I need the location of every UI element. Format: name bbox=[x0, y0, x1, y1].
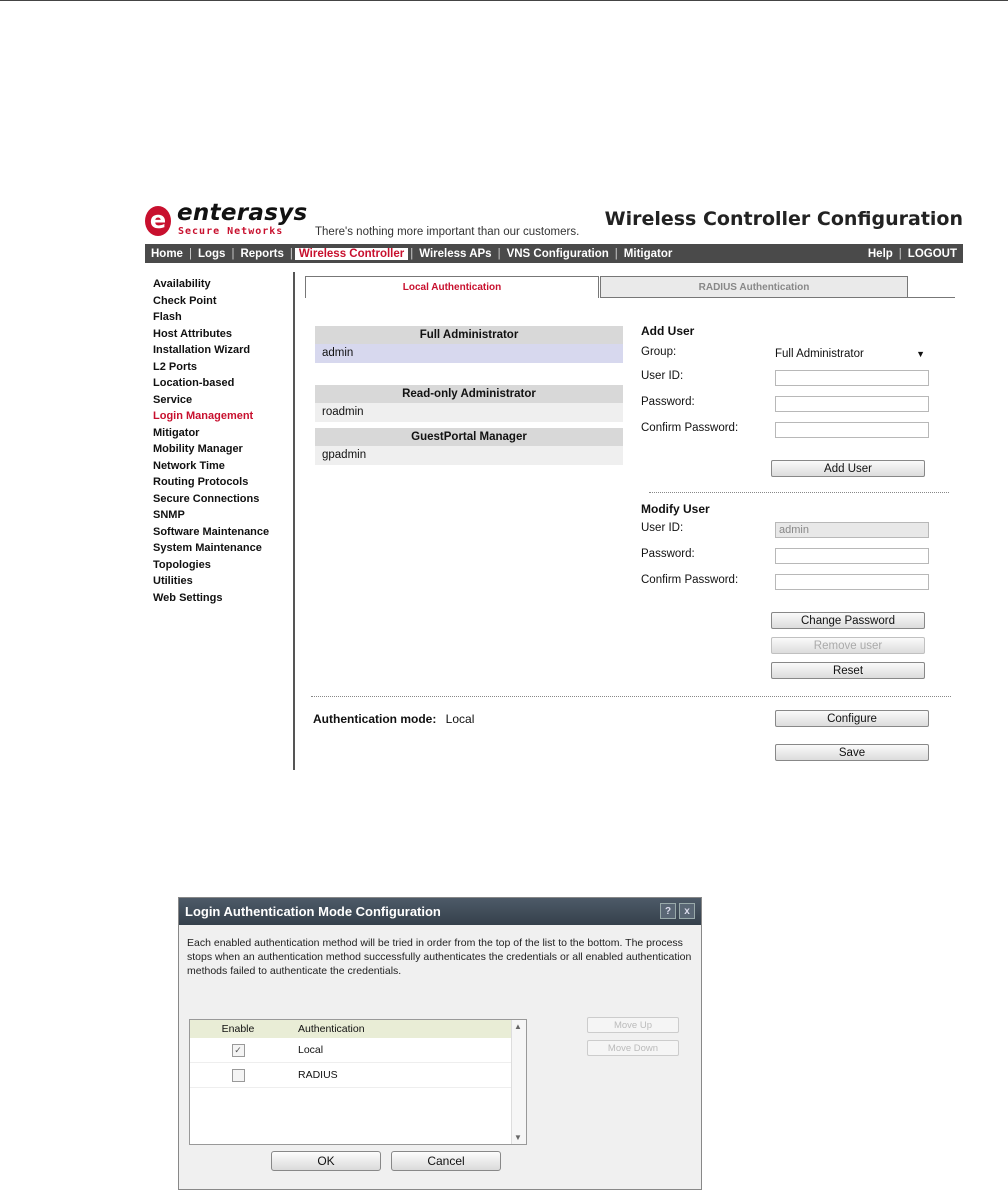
sidebar-item-installation-wizard[interactable]: Installation Wizard bbox=[153, 344, 251, 356]
tagline: There's nothing more important than our customers. bbox=[315, 226, 580, 238]
add-confirm-label: Confirm Password: bbox=[641, 422, 739, 434]
auth-row-radius[interactable] bbox=[190, 1063, 526, 1088]
enable-cell bbox=[218, 1063, 258, 1087]
dialog-title-bar bbox=[179, 898, 701, 925]
sidebar-item-check-point[interactable]: Check Point bbox=[153, 294, 217, 307]
user-row-roadmin[interactable]: roadmin bbox=[315, 403, 623, 422]
nav-separator: | bbox=[289, 247, 293, 260]
dialog-title: Login Authentication Mode Configuration bbox=[185, 904, 441, 919]
sidebar-item-host-attributes[interactable]: Host Attributes bbox=[153, 327, 233, 340]
auth-method-name: Local bbox=[298, 1044, 324, 1056]
modify-userid-input[interactable]: admin bbox=[775, 522, 929, 538]
auth-row-local[interactable] bbox=[190, 1038, 526, 1063]
group-label: Group: bbox=[641, 346, 677, 358]
form-divider bbox=[649, 492, 949, 493]
nav-reports[interactable]: Reports bbox=[240, 247, 284, 260]
bottom-divider bbox=[311, 696, 951, 697]
nav-separator: | bbox=[410, 247, 414, 260]
sidebar-item-location-based-service[interactable]: Service bbox=[153, 393, 193, 406]
sidebar bbox=[153, 276, 295, 606]
sidebar-item-location-based[interactable]: Location-based bbox=[153, 377, 235, 389]
nav-logs[interactable]: Logs bbox=[197, 247, 226, 260]
app-title: Wireless Controller Configuration bbox=[604, 208, 963, 230]
enable-local-checkbox[interactable]: ✓ bbox=[232, 1044, 245, 1057]
column-enable: Enable bbox=[221, 1023, 255, 1035]
sidebar-item-mobility-manager[interactable]: Mobility Manager bbox=[153, 443, 243, 455]
modify-confirm-input[interactable] bbox=[775, 574, 929, 590]
add-confirm-input[interactable] bbox=[775, 422, 929, 438]
scroll-up-icon[interactable]: ▲ bbox=[514, 1022, 522, 1031]
sidebar-item-login-management[interactable]: Login Management bbox=[153, 410, 254, 422]
add-user-button[interactable]: Add User bbox=[771, 460, 925, 477]
move-up-button[interactable]: Move Up bbox=[587, 1017, 679, 1033]
grid-scrollbar[interactable] bbox=[511, 1020, 526, 1144]
group-header-guestportal-manager: GuestPortal Manager bbox=[315, 428, 623, 446]
nav-vns-configuration[interactable]: VNS Configuration bbox=[506, 247, 609, 260]
authentication-mode-label: Authentication mode: bbox=[313, 712, 437, 726]
group-header-full-administrator: Full Administrator bbox=[315, 326, 623, 344]
controller-screenshot bbox=[145, 200, 963, 770]
sidebar-item-snmp[interactable]: SNMP bbox=[153, 509, 185, 521]
authentication-mode-value: Local bbox=[445, 712, 475, 726]
remove-user-button[interactable]: Remove user bbox=[771, 637, 925, 654]
modify-password-input[interactable] bbox=[775, 548, 929, 564]
user-row-gpadmin[interactable]: gpadmin bbox=[315, 446, 623, 465]
sidebar-item-utilities[interactable]: Utilities bbox=[153, 575, 193, 587]
modify-user-title: Modify User bbox=[641, 502, 710, 516]
nav-home[interactable]: Home bbox=[151, 247, 183, 260]
sidebar-item-topologies[interactable]: Topologies bbox=[153, 558, 211, 571]
modify-password-label: Password: bbox=[641, 548, 695, 560]
enable-cell bbox=[218, 1038, 258, 1062]
sidebar-item-secure-connections[interactable]: Secure Connections bbox=[153, 492, 260, 505]
group-select-value: Full Administrator bbox=[775, 348, 864, 360]
sidebar-item-system-maintenance[interactable]: System Maintenance bbox=[153, 542, 262, 554]
add-userid-input[interactable] bbox=[775, 370, 929, 386]
main-nav bbox=[145, 244, 963, 263]
configure-button[interactable]: Configure bbox=[775, 710, 929, 727]
enable-radius-checkbox[interactable] bbox=[232, 1069, 245, 1082]
nav-right-group bbox=[862, 248, 963, 260]
help-icon[interactable]: ? bbox=[660, 903, 676, 919]
scroll-down-icon[interactable]: ▼ bbox=[514, 1133, 522, 1142]
dialog-description: Each enabled authentication method will be tried in order from the top of the list to the bottom. The process stops when an authentication method successfully authenticates the credentials or all enabled authentication methods failed to authenticate the credentials. bbox=[187, 937, 692, 977]
nav-wireless-aps[interactable]: Wireless APs bbox=[419, 247, 492, 260]
nav-mitigator[interactable]: Mitigator bbox=[623, 247, 673, 260]
sidebar-item-software-maintenance[interactable]: Software Maintenance bbox=[153, 525, 270, 538]
group-header-read-only-administrator: Read-only Administrator bbox=[315, 385, 623, 403]
ok-button[interactable]: OK bbox=[271, 1151, 381, 1171]
sidebar-item-network-time[interactable]: Network Time bbox=[153, 459, 225, 472]
nav-separator: | bbox=[188, 247, 192, 260]
save-button[interactable]: Save bbox=[775, 744, 929, 761]
reset-button[interactable]: Reset bbox=[771, 662, 925, 679]
nav-logout[interactable]: LOGOUT bbox=[907, 247, 957, 260]
sidebar-item-availability[interactable]: Availability bbox=[153, 278, 211, 290]
group-spacer bbox=[315, 363, 623, 385]
tab-local-authentication[interactable]: Local Authentication bbox=[305, 276, 599, 298]
add-password-label: Password: bbox=[641, 396, 695, 408]
tab-radius-authentication[interactable]: RADIUS Authentication bbox=[600, 276, 908, 298]
dialog-title-icons bbox=[660, 903, 695, 919]
auth-tabs bbox=[305, 276, 955, 298]
add-password-input[interactable] bbox=[775, 396, 929, 412]
sidebar-item-routing-protocols[interactable]: Routing Protocols bbox=[153, 476, 249, 488]
nav-separator: | bbox=[497, 247, 501, 260]
authentication-mode bbox=[313, 712, 474, 726]
modify-userid-label: User ID: bbox=[641, 522, 684, 534]
nav-separator: | bbox=[614, 247, 618, 260]
sidebar-divider bbox=[293, 272, 295, 770]
app-header bbox=[145, 200, 963, 244]
sidebar-item-mitigator[interactable]: Mitigator bbox=[153, 426, 200, 439]
add-user-title: Add User bbox=[641, 324, 695, 338]
nav-wireless-controller[interactable]: Wireless Controller bbox=[295, 248, 408, 260]
tab-baseline bbox=[908, 297, 955, 298]
enterasys-logo-icon: e bbox=[145, 206, 171, 236]
nav-separator: | bbox=[231, 247, 235, 260]
grid-header bbox=[190, 1020, 526, 1038]
auth-method-grid bbox=[189, 1019, 527, 1145]
chevron-down-icon: ▼ bbox=[916, 349, 925, 359]
nav-help[interactable]: Help bbox=[867, 247, 893, 260]
user-group-list bbox=[315, 326, 623, 465]
sidebar-item-l2-ports[interactable]: L2 Ports bbox=[153, 360, 198, 373]
cancel-button[interactable]: Cancel bbox=[391, 1151, 501, 1171]
user-row-admin[interactable]: admin bbox=[315, 344, 623, 363]
sidebar-item-flash[interactable]: Flash bbox=[153, 311, 182, 323]
modify-confirm-label: Confirm Password: bbox=[641, 574, 739, 586]
move-down-button[interactable]: Move Down bbox=[587, 1040, 679, 1056]
nav-separator: | bbox=[898, 247, 902, 260]
change-password-button[interactable]: Change Password bbox=[771, 612, 925, 629]
close-icon[interactable]: x bbox=[679, 903, 695, 919]
auth-mode-dialog bbox=[178, 897, 702, 1190]
column-authentication: Authentication bbox=[298, 1023, 365, 1035]
page-top-rule bbox=[0, 0, 1008, 1]
add-userid-label: User ID: bbox=[641, 370, 684, 382]
brand-name: enterasys bbox=[177, 200, 308, 226]
brand-subtitle: Secure Networks bbox=[178, 226, 284, 237]
group-select[interactable] bbox=[771, 345, 929, 363]
auth-method-name: RADIUS bbox=[298, 1069, 338, 1081]
sidebar-item-web-settings[interactable]: Web Settings bbox=[153, 591, 223, 604]
